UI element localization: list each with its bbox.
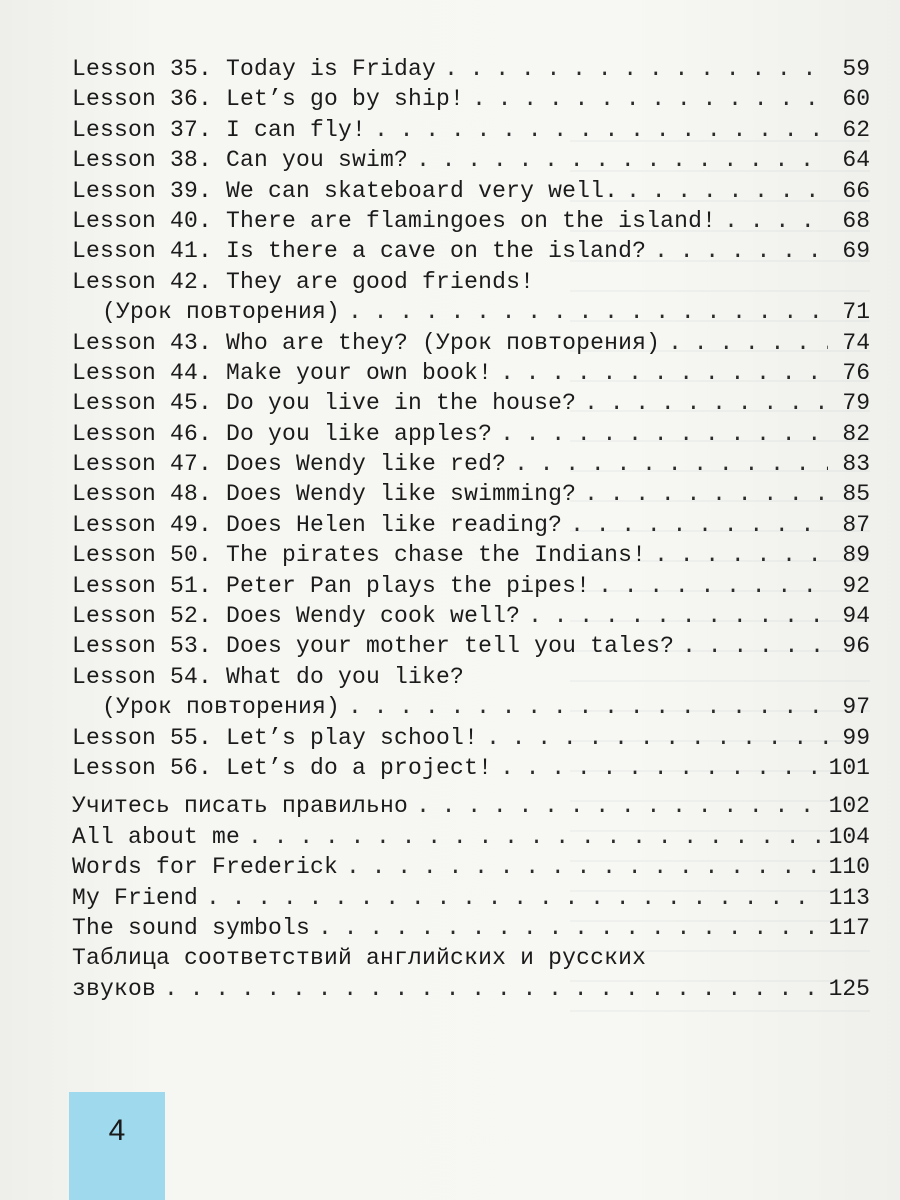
dot-leader [486,723,828,753]
toc-row-lesson [72,145,870,175]
toc-entry-title: Lesson 40. There are flamingoes on the island! [72,207,717,234]
toc-entry-title: звуков [72,975,157,1002]
toc-row-lesson [72,753,870,783]
toc-entry-page: 97 [842,694,870,721]
dot-leader [346,852,823,882]
toc-entry-page: 71 [842,299,870,326]
toc-row-lesson [72,723,870,753]
dot-leader [654,236,828,266]
toc-row-lesson [72,419,870,449]
toc-entry-page: 102 [828,793,870,820]
lesson-list [72,54,870,783]
toc-row-lesson [72,176,870,206]
toc-entry-title: Lesson 41. Is there a cave on the island? [72,238,647,265]
toc-entry-page: 99 [842,724,870,751]
toc-row-lesson [72,297,870,327]
dot-leader [416,145,828,175]
toc-row-appendix [72,822,870,852]
dot-leader [500,753,823,783]
toc-entry-title: Lesson 46. Do you like apples? [72,420,493,447]
toc-entry-page: 110 [828,854,870,881]
toc-entry-title: Lesson 55. Let’s play school! [72,724,479,751]
appendix-list [72,791,870,1004]
toc-row-lesson [72,236,870,266]
dot-leader [500,419,828,449]
toc-row-lesson [72,662,870,692]
toc-row-lesson [72,692,870,722]
dot-leader [248,822,823,852]
toc-row-appendix [72,852,870,882]
toc-row-lesson [72,388,870,418]
dot-leader [724,206,828,236]
page-number: 4 [108,1114,126,1147]
toc-entry-page: 96 [842,633,870,660]
dot-leader [472,84,828,114]
dot-leader [668,328,828,358]
toc-entry-page: 125 [828,975,870,1002]
dot-leader [444,54,828,84]
toc-row-lesson [72,510,870,540]
toc-entry-page: 79 [842,390,870,417]
toc-entry-page: 87 [842,511,870,538]
dot-leader [164,974,823,1004]
toc-entry-title: Lesson 36. Let’s go by ship! [72,86,465,113]
toc-entry-title: Lesson 48. Does Wendy like swimming? [72,481,577,508]
toc-entry-title: Lesson 51. Peter Pan plays the pipes! [72,572,591,599]
dot-leader [654,540,828,570]
dot-leader [206,883,823,913]
toc-entry-page: 117 [828,914,870,941]
section-gap [72,783,870,791]
toc-row-lesson [72,540,870,570]
toc-row-lesson [72,115,870,145]
toc-entry-title: Lesson 35. Today is Friday [72,56,437,82]
toc-row-appendix [72,943,870,973]
toc-entry-title: Lesson 38. Can you swim? [72,147,409,174]
toc-entry-title: Lesson 39. We can skateboard very well. [72,177,619,204]
toc-entry-page: 76 [842,359,870,386]
toc-entry-title: Words for Frederick [72,854,339,881]
toc-entry-title: (Урок повторения) [102,299,341,326]
toc-row-lesson [72,267,870,297]
toc-entry-title: Lesson 49. Does Helen like reading? [72,511,563,538]
toc-entry-page: 85 [842,481,870,508]
toc-entry-page: 83 [842,451,870,478]
toc-row-appendix [72,913,870,943]
toc-entry-page: 69 [842,238,870,265]
dot-leader [626,176,828,206]
dot-leader [348,297,828,327]
toc-entry-page: 68 [842,207,870,234]
dot-leader [348,692,828,722]
dot-leader [500,358,828,388]
toc-entry-title: (Урок повторения) [102,694,341,721]
toc-entry-title: Lesson 37. I can fly! [72,116,367,143]
toc-entry-title: All about me [72,823,241,850]
toc-entry-title: Lesson 54. What do you like? [72,663,465,690]
toc-row-lesson [72,479,870,509]
toc-entry-title: Таблица соответствий английских и русских [72,945,647,972]
table-of-contents [72,54,870,1004]
toc-entry-page: 92 [842,572,870,599]
dot-leader [570,510,828,540]
dot-leader [374,115,828,145]
toc-entry-title: Lesson 53. Does your mother tell you tales? [72,633,675,660]
dot-leader [528,601,828,631]
dot-leader [682,631,828,661]
toc-entry-page: 59 [842,56,870,82]
toc-entry-title: Lesson 50. The pirates chase the Indians! [72,542,647,569]
toc-entry-title: Lesson 43. Who are they? (Урок повторения) [72,329,661,356]
toc-entry-title: Lesson 42. They are good friends! [72,268,535,295]
toc-row-lesson [72,601,870,631]
toc-entry-page: 66 [842,177,870,204]
toc-entry-page: 113 [828,884,870,911]
toc-entry-title: Lesson 45. Do you live in the house? [72,390,577,417]
toc-entry-title: Lesson 56. Let’s do a project! [72,754,493,781]
toc-entry-page: 89 [842,542,870,569]
toc-entry-page: 64 [842,147,870,174]
toc-entry-title: Lesson 44. Make your own book! [72,359,493,386]
dot-leader [584,479,828,509]
dot-leader [416,791,823,821]
toc-row-appendix [72,791,870,821]
toc-row-lesson [72,84,870,114]
toc-row-appendix [72,883,870,913]
dot-leader [584,388,828,418]
toc-row-lesson [72,571,870,601]
toc-entry-title: My Friend [72,884,199,911]
toc-entry-page: 60 [842,86,870,113]
toc-entry-title: Учитесь писать правильно [72,793,409,820]
toc-entry-page: 104 [828,823,870,850]
toc-entry-title: Lesson 52. Does Wendy cook well? [72,603,521,630]
toc-row-lesson [72,631,870,661]
toc-entry-page: 94 [842,603,870,630]
toc-row-lesson [72,358,870,388]
toc-row-lesson [72,54,870,84]
dot-leader [598,571,828,601]
toc-entry-page: 82 [842,420,870,447]
toc-row-lesson [72,328,870,358]
dot-leader [318,913,823,943]
toc-entry-page: 62 [842,116,870,143]
dot-leader [514,449,828,479]
toc-row-lesson [72,206,870,236]
toc-row-lesson [72,449,870,479]
page-number-badge [69,1092,165,1200]
toc-entry-page: 101 [828,754,870,781]
toc-row-appendix [72,974,870,1004]
toc-entry-title: Lesson 47. Does Wendy like red? [72,451,507,478]
toc-entry-page: 74 [842,329,870,356]
toc-entry-title: The sound symbols [72,914,311,941]
